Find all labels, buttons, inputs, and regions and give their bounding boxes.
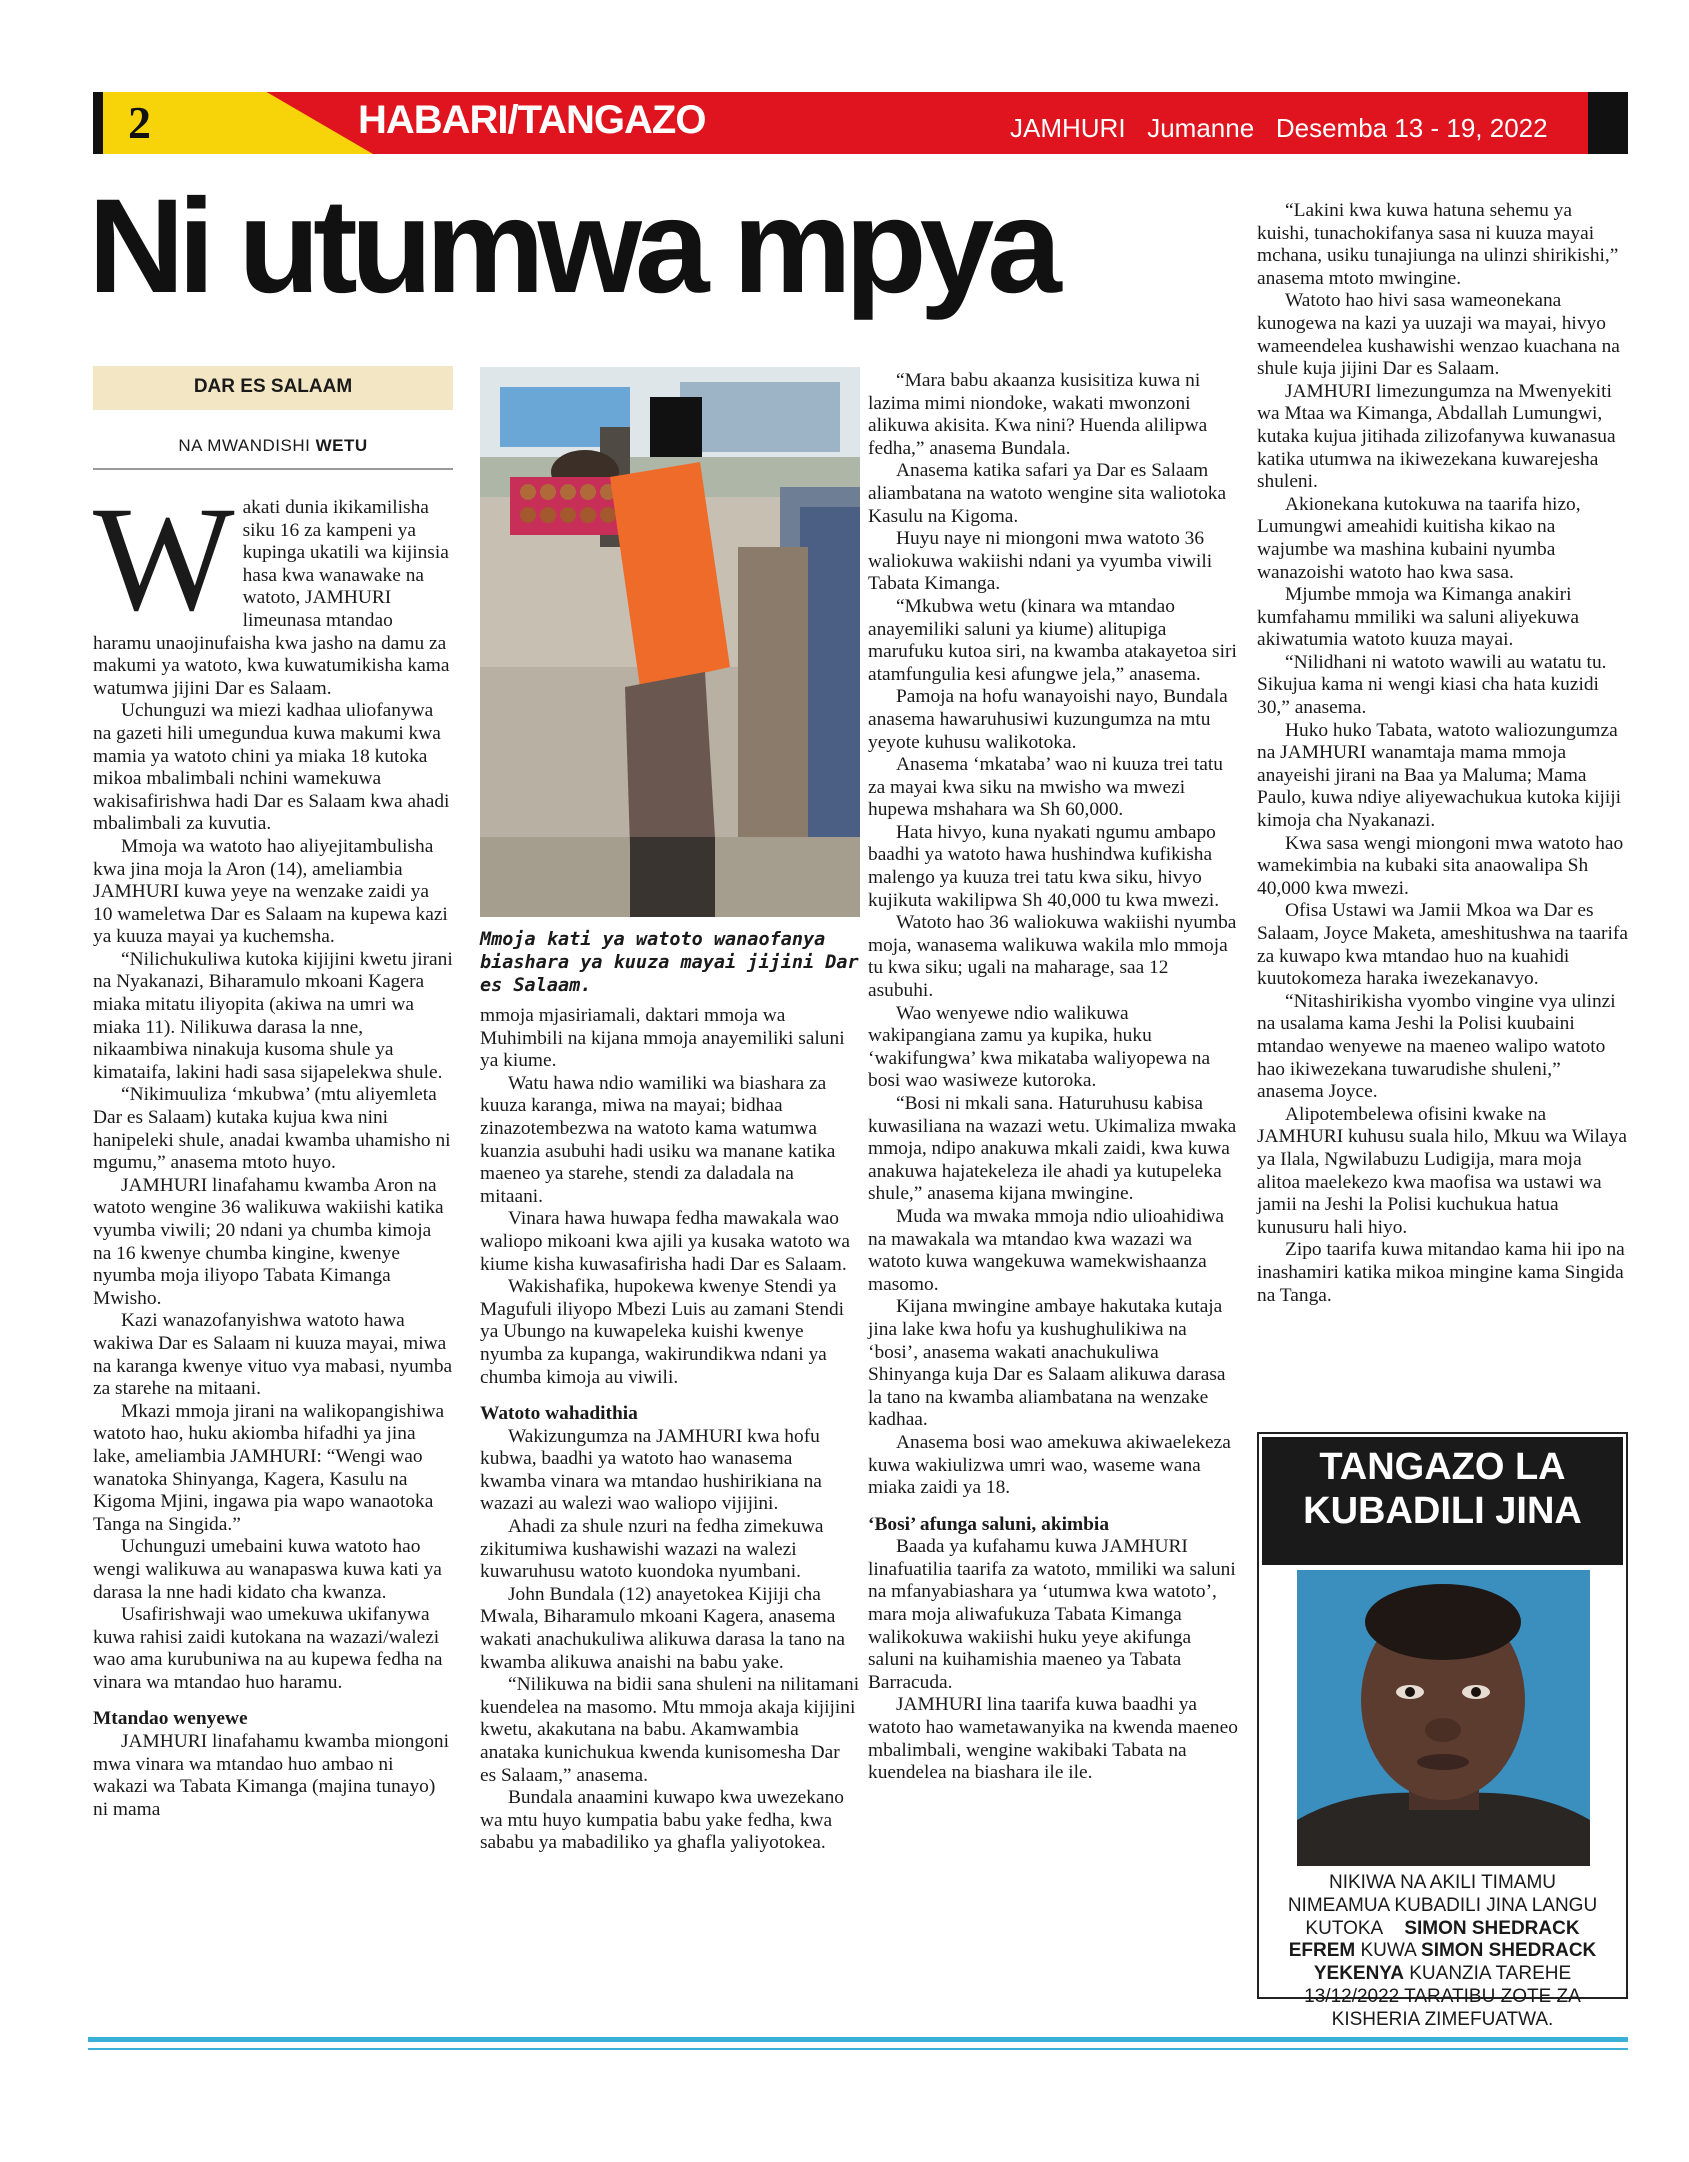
paragraph: Anasema katika safari ya Dar es Salaam aliambatana na watoto wengine sita waliotoka Kasulu na Kigoma. <box>868 460 1227 527</box>
paragraph: Hata hivyo, kuna nyakati ngumu ambapo baadhi ya watoto hawa hushindwa kufikisha malengo ya kuuza trei tatu kwa siku, hivyo kujikuta wakilipwa Sh 40,000 tu kwa mwezi. <box>868 821 1220 911</box>
paragraph: “Mkubwa wetu (kinara wa mtandao anayemiliki saluni ya kiume) alitupiga marufuku kutoa siri, na kwamba atakayetoa siri atamfungulia kesi afungwe jela,” anasema. <box>868 595 1237 685</box>
ad-line <box>1262 1940 1623 1963</box>
paragraph: Ofisa Ustawi wa Jamii Mkoa wa Dar es Salaam, Joyce Maketa, ameshitushwa na taarifa za kuwapo kwa mtandao huo na kuahidi kuutokomeza haraka iwezekanavyo. <box>1257 900 1628 990</box>
paragraph: Vinara hawa huwapa fedha mawakala wao waliopo mikoani kwa ajili ya kusaka watoto wa kiume kisha kuwasafirisha hadi Dar es Salaam. <box>480 1208 850 1275</box>
paragraph: Zipo taarifa kuwa mitandao kama hii ipo na inashamiri katika mikoa mingine kama Singida na Tanga. <box>1257 1239 1625 1306</box>
byline-name: WETU <box>315 436 368 455</box>
new-name: YEKENYA <box>1313 1963 1404 1985</box>
paragraph: “Nikimuuliza ‘mkubwa’ (mtu aliyemleta Dar es Salaam) kutaka kujua kwa nini hanipeleki shule, anadai kwamba uhamisho ni mgumu,” anasema mtoto huyo. <box>93 1084 451 1174</box>
issue-info: JAMHURI Jumanne Desemba 13 - 19, 2022 <box>1010 113 1548 143</box>
paragraph-text: akati dunia ikikamilisha siku 16 za kampeni ya kupinga ukatili wa kijinsia hasa kwa wanawake na watoto, JAMHURI limeunasa mtandao haramu unaojinufaisha kwa jasho na damu za makumi ya watoto, kwa kuwatumikisha kama watumwa jijini Dar es Salaam. <box>93 497 450 699</box>
paragraph: Pamoja na hofu wanayoishi nayo, Bundala anasema hawaruhusiwi kuzungumza na mtu yeyote kuhusu walikotoka. <box>868 686 1228 753</box>
old-name: SIMON SHEDRACK <box>1404 1917 1580 1939</box>
ad-line: NIMEAMUA KUBADILI JINA LANGU <box>1287 1894 1598 1916</box>
paragraph: Baada ya kufahamu kuwa JAMHURI linafuatilia taarifa za watoto, mmiliki wa saluni na mfanyabiashara ya ‘utumwa kwa watoto’, mara moja aliwafukuza Tabata Kimanga walikokuwa wakiishi huku yeye akifunga saluni na kuihamishia maeneo ya Tabata Barracuda. <box>868 1536 1236 1693</box>
paragraph: Wao wenyewe ndio walikuwa wakipangiana zamu ya kupika, huku ‘wakifungwa’ kwa mikataba waliyopewa na bosi wao wasiweze kutoroka. <box>868 1002 1211 1092</box>
ad-word: KUTOKA <box>1305 1917 1384 1939</box>
paragraph: Kazi wanazofanyishwa watoto hawa wakiwa Dar es Salaam ni kuuza mayai, miwa na karanga kwenye vituo vya mabasi, nyumba za starehe na mitaani. <box>93 1310 453 1400</box>
paragraph: “Nilikuwa na bidii sana shuleni na nilitamani kuendelea na masomo. Mtu mmoja akaja kijijini kwetu, akakutana na babu. Akamwambia anataka kunichukua kwenda kunisomesha Dar es Salaam,” anasema. <box>480 1674 860 1786</box>
ad-title-line: TANGAZO LA <box>1319 1446 1566 1488</box>
article-column-1 <box>93 476 453 1821</box>
paragraph: Huko huko Tabata, watoto waliozungumza na JAMHURI wanamtaja mama mmoja anayeishi jirani na Baa ya Maluma; Mama Paulo, kuwa ndiye aliyewachukua kutoka kijiji kimoja cha Nyakanazi. <box>1257 719 1622 832</box>
paragraph: Muda wa mwaka mmoja ndio ulioahidiwa na mawakala wa mtandao kwa wazazi wa watoto kuwa wangekuwa wamekwishaanza masomo. <box>868 1205 1224 1295</box>
paragraph: JAMHURI lina taarifa kuwa baadhi ya watoto hao wametawanyika na kwenda maeneo mbalimbali, wengine wakibaki Tabata na kuendelea na biashara ile ile. <box>868 1694 1238 1784</box>
paragraph: Mjumbe mmoja wa Kimanga anakiri kumfahamu mmiliki wa saluni aliyekuwa akiwatumia watoto kuuza mayai. <box>1257 584 1580 651</box>
paragraph: Bundala anaamini kuwapo kwa uwezekano wa mtu huyo kumpatia babu yake fedha, kwa sababu ya mabadiliko ya ghafla yaliyotokea. <box>480 1787 844 1854</box>
portrait-image <box>1297 1570 1590 1866</box>
page-number: 2 <box>128 97 151 148</box>
dateline: DAR ES SALAAM <box>193 376 353 397</box>
article-column-2 <box>480 1005 860 1855</box>
header-right-block <box>1588 92 1628 154</box>
paragraph: Wakishafika, hupokewa kwenye Stendi ya Magufuli iliyopo Mbezi Luis au zamani Stendi ya Ubungo na kuwapeleka kuishi kwenye nyumba za kupanga, wakirundikwa ndani ya chumba kimoja au viwili. <box>480 1276 845 1388</box>
headline: Ni utumwa mpya <box>88 172 1055 321</box>
byline-prefix: NA MWANDISHI <box>178 436 311 455</box>
paragraph: Akionekana kutokuwa na taarifa hizo, Lumungwi ameahidi kuitisha kikao na wajumbe wa mashina kubaini nyumba wanazoishi watoto hao kwa sasa. <box>1257 493 1581 583</box>
egg-seller-photo <box>480 367 860 917</box>
paragraph: JAMHURI limezungumza na Mwenyekiti wa Mtaa wa Kimanga, Abdallah Lumungwi, kutaka kujua jitihada zilizofanywa kuwanasua katika utumwa na ikiwezekana kuwarejesha shuleni. <box>1257 380 1616 493</box>
subheading: Watoto wahadithia <box>480 1403 638 1425</box>
paragraph: “Nilichukuliwa kutoka kijijini kwetu jirani na Nyakanazi, Biharamulo mkoani Kagera miaka mitatu iliyopita (akiwa na umri wa miaka 11). Nilikuwa darasa la nne, nikaambiwa ninakuja kusoma shule ya kimataifa, lakini hadi sasa sijapelekwa shule. <box>93 948 453 1083</box>
byline <box>93 436 453 456</box>
article-column-3 <box>868 370 1238 1785</box>
paragraph: Anasema bosi wao amekuwa akiwaelekeza kuwa wakiulizwa umri wao, waseme wana miaka zaidi ya 18. <box>868 1431 1231 1499</box>
paragraph: Ahadi za shule nzuri na fedha zimekuwa zikitumiwa kushawishi wazazi na walezi kuwaruhusu watoto kuondoka nyumbani. <box>480 1516 824 1583</box>
paragraph: Mmoja wa watoto hao aliyejitambulisha kwa jina moja la Aron (14), ameliambia JAMHURI kuwa yeye na wenzake zaidi ya 10 wameletwa Dar es Salaam na kupewa kazi ya kuuza mayai ya kuchemsha. <box>93 835 448 948</box>
ad-title <box>1262 1437 1623 1565</box>
paragraph: Kwa sasa wengi miongoni mwa watoto hao wamekimbia na kubaki sita anaowalipa Sh 40,000 kwa mwezi. <box>1257 832 1624 899</box>
paragraph: Usafirishwaji wao umekuwa ukifanywa kuwa rahisi zaidi kutokana na wazazi/walezi wao ama kurubuniwa na au kupewa fedha na vinara wa mtandao huo haramu. <box>93 1604 443 1693</box>
paragraph: “Lakini kwa kuwa hatuna sehemu ya kuishi, tunachokifanya sasa ni kuuza mayai mchana, usiku tunajiunga na ulinzi shirikishi,” anasema mtoto mwingine. <box>1257 200 1619 289</box>
paragraph: Watoto hao hivi sasa wameonekana kunogewa na kazi ya uuzaji wa mayai, hivyo wameendelea kushawishi wenzao kuachana na shule kuja jijini Dar es Salaam. <box>1257 290 1620 380</box>
paragraph: mmoja mjasiriamali, daktari mmoja wa Muhimbili na kijana mmoja anayemiliki saluni ya kiume. <box>480 1005 845 1072</box>
paragraph: “Nitashirikisha vyombo vingine vya ulinzi na usalama kama Jeshi la Polisi kuubaini mtandao wenyewe na maeneo walipo watoto hao ikiwezekana tuwarudishe shuleni,” anasema Joyce. <box>1257 990 1616 1103</box>
article-photo <box>480 367 860 917</box>
article-column-4 <box>1257 200 1628 1307</box>
paragraph: Anasema ‘mkataba’ wao ni kuuza trei tatu za mayai kwa siku na mwisho wa mwezi hupewa mshahara wa Sh 60,000. <box>868 754 1223 821</box>
section-title: HABARI/TANGAZO <box>358 98 706 142</box>
ad-line <box>1262 1918 1623 1941</box>
paragraph: Wakizungumza na JAMHURI kwa hofu kubwa, baadhi ya watoto hao wanasema kwamba vinara wa mtandao hushirikiana na wazazi au walezi wao waliopo vijijini. <box>480 1425 822 1515</box>
paragraph: JAMHURI linafahamu kwamba miongoni mwa vinara wa mtandao huo ambao ni wakazi wa Tabata Kimanga (majina tunayo) ni mama <box>93 1731 449 1820</box>
drop-cap: W <box>93 476 235 642</box>
paragraph: “Nilidhani ni watoto wawili au watatu tu. Sikujua kama ni wengi kiasi cha hata kuzidi 30,” anasema. <box>1257 651 1607 719</box>
paragraph: “Mara babu akaanza kusisitiza kuwa ni lazima mimi niondoke, wakati mwonzoni alikuwa akisita. Kwa nini? Huenda alilipwa fedha,” anasema Bundala. <box>868 370 1208 459</box>
ad-word: KUWA <box>1360 1940 1416 1962</box>
paragraph: JAMHURI linafahamu kwamba Aron na watoto wengine 36 walikuwa wakiishi katika vyumba viwili; 20 ndani ya chumba kimoja na 16 kwenye chumba kingine, kwenye nyumba moja iliyopo Tabata Kimanga Mwisho. <box>93 1174 444 1309</box>
paragraph: Watu hawa ndio wamiliki wa biashara za kuuza karanga, miwa na mayai; bidhaa zinazotembezwa na watoto kama watumwa kuanzia asubuhi hadi usiku wa manane katika maeneo ya starehe, stendi za daladala na mitaani. <box>480 1072 836 1207</box>
ad-line: 13/12/2022 TARATIBU ZOTE ZA <box>1304 1985 1581 2007</box>
ad-word: KUANZIA TAREHE <box>1409 1963 1572 1985</box>
paragraph: Mkazi mmoja jirani na walikopangishiwa watoto hao, huku akiomba hifadhi ya jina lake, ameliambia JAMHURI: “Wengi wao wanatoka Shinyanga, Kagera, Kasulu na Kigoma Mjini, ingawa pia wapo wanaotoka Tanga na Singida.” <box>93 1400 445 1535</box>
subheading: Mtandao wenyewe <box>93 1708 248 1730</box>
subheading: ‘Bosi’ afunga saluni, akimbia <box>868 1513 1110 1535</box>
footer-rule-thin <box>88 2048 1628 2050</box>
paragraph: Huyu naye ni miongoni mwa watoto 36 waliokuwa wakiishi ndani ya vyumba viwili Tabata Kimanga. <box>868 528 1213 595</box>
paragraph <box>93 476 453 700</box>
ad-line: KISHERIA ZIMEFUATWA. <box>1331 2008 1554 2030</box>
ad-portrait <box>1297 1570 1590 1866</box>
paragraph: Watoto hao 36 waliokuwa wakiishi nyumba moja, wanasema walikuwa wakila mlo mmoja tu kwa siku; ugali na maharage, saa 12 asubuhi. <box>868 912 1237 1002</box>
paragraph: Alipotembelewa ofisini kwake na JAMHURI kuhusu suala hilo, Mkuu wa Wilaya ya Ilala, Ngwilabuzu Ludigija, mara moja alitoa maelekezo kwa maofisa wa ustawi wa jamii na Jeshi la Polisi kuchukua hatua kunusuru hali hiyo. <box>1257 1103 1627 1238</box>
header-left-edge <box>93 92 103 154</box>
ad-title-line: KUBADILI JINA <box>1303 1490 1582 1533</box>
ad-line: NIKIWA NA AKILI TIMAMU <box>1329 1872 1556 1893</box>
paragraph: Kijana mwingine ambaye hakutaka kutaja jina lake kwa hofu ya kushughulikiwa na ‘bosi’, anasema wakati anachukuliwa Shinyanga kuja Dar es Salaam alikuwa darasa la tano na kwamba aliambatana na wenzake kadhaa. <box>868 1296 1226 1431</box>
paragraph: Uchunguzi umebaini kuwa watoto hao wengi walikuwa au wanapaswa kuwa kati ya darasa la nne hadi kidato cha kwanza. <box>93 1536 442 1603</box>
paragraph: John Bundala (12) anayetokea Kijiji cha Mwala, Biharamulo mkoani Kagera, anasema wakati anachukuliwa alikuwa darasa la tano na kwamba alikuwa anaishi na babu yake. <box>480 1583 846 1673</box>
paragraph: “Bosi ni mkali sana. Haturuhusu kabisa kuwasiliana na wazazi wetu. Ukimaliza mwaka mmoja, ndipo anakuwa mkali zaidi, kwa kuwa anakuwa hajatekeleza ile ahadi ya kutupeleka shule,” anasema kijana mwingine. <box>868 1093 1237 1205</box>
ad-line <box>1262 1963 1623 1986</box>
photo-caption: Mmoja kati ya watoto wanaofanya biashara ya kuuza mayai jijini Dar es Salaam. <box>480 929 859 997</box>
old-name: EFREM <box>1288 1940 1356 1962</box>
ad-notice-text <box>1262 1872 1623 2032</box>
byline-rule <box>93 468 453 470</box>
new-name: SIMON SHEDRACK <box>1421 1940 1597 1962</box>
footer-rule <box>88 2037 1628 2042</box>
paragraph: Uchunguzi wa miezi kadhaa uliofanywa na gazeti hili umegundua kuwa makumi kwa mamia ya watoto chini ya miaka 18 kutoka mikoa mbalimbali nchini wamekuwa wakisafirishwa hadi Dar es Salaam kwa ahadi mbalimbali za kuvutia. <box>93 700 450 835</box>
